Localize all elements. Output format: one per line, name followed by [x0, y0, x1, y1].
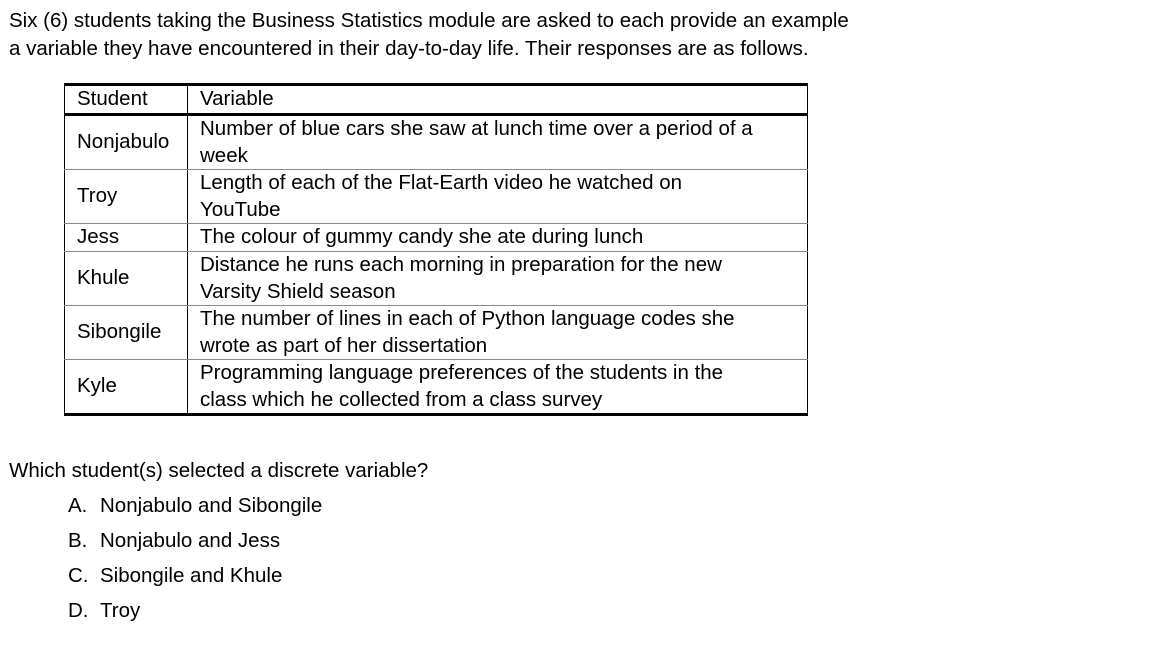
option-text: Sibongile and Khule	[100, 564, 283, 587]
option-letter: B.	[68, 529, 88, 552]
table-row	[65, 252, 808, 306]
variables-table	[64, 83, 808, 416]
option-letter: D.	[68, 599, 89, 622]
table-row	[65, 115, 808, 170]
variable-line: Programming language preferences of the students in the	[200, 361, 724, 384]
variable-line: The number of lines in each of Python language codes she	[200, 307, 735, 330]
variable-line: The colour of gummy candy she ate during lunch	[200, 225, 644, 249]
student-name: Troy	[65, 170, 188, 224]
variable-description	[188, 252, 808, 306]
variable-description	[188, 360, 808, 415]
option-text: Troy	[100, 599, 141, 622]
variable-line: Distance he runs each morning in preparation for the new	[200, 253, 722, 276]
option-text: Nonjabulo and Sibongile	[100, 494, 323, 517]
table-row	[65, 306, 808, 360]
option-letter: C.	[68, 564, 89, 587]
header-variable: Variable	[188, 85, 808, 115]
option-d[interactable]	[68, 597, 322, 632]
intro-paragraph	[9, 7, 1109, 63]
intro-line-2: a variable they have encountered in their day-to-day life. Their responses are as follows.	[9, 37, 809, 60]
variable-line: class which he collected from a class survey	[200, 387, 603, 411]
variable-line: YouTube	[200, 197, 281, 221]
variable-description	[188, 115, 808, 170]
student-name: Nonjabulo	[65, 115, 188, 170]
student-name: Jess	[65, 224, 188, 252]
option-a[interactable]	[68, 492, 322, 527]
option-text: Nonjabulo and Jess	[100, 529, 281, 552]
variable-line: Varsity Shield season	[200, 279, 396, 303]
student-name: Khule	[65, 252, 188, 306]
variable-description	[188, 224, 808, 252]
table-row	[65, 170, 808, 224]
variable-line: Length of each of the Flat-Earth video he watched on	[200, 171, 683, 194]
table-header-row	[65, 85, 808, 115]
intro-line-1: Six (6) students taking the Business Statistics module are asked to each provide an example	[9, 9, 849, 32]
variable-description	[188, 170, 808, 224]
option-b[interactable]	[68, 527, 322, 562]
table-row	[65, 360, 808, 415]
header-student: Student	[65, 85, 188, 115]
table-row	[65, 224, 808, 252]
student-name: Kyle	[65, 360, 188, 415]
option-c[interactable]	[68, 562, 322, 597]
variable-line: week	[200, 143, 248, 167]
variable-line: wrote as part of her dissertation	[200, 333, 488, 357]
answer-options	[68, 492, 322, 632]
student-name: Sibongile	[65, 306, 188, 360]
variable-description	[188, 306, 808, 360]
option-letter: A.	[68, 494, 88, 517]
variable-line: Number of blue cars she saw at lunch time over a period of a	[200, 117, 753, 140]
question-text: Which student(s) selected a discrete variable?	[9, 459, 429, 482]
